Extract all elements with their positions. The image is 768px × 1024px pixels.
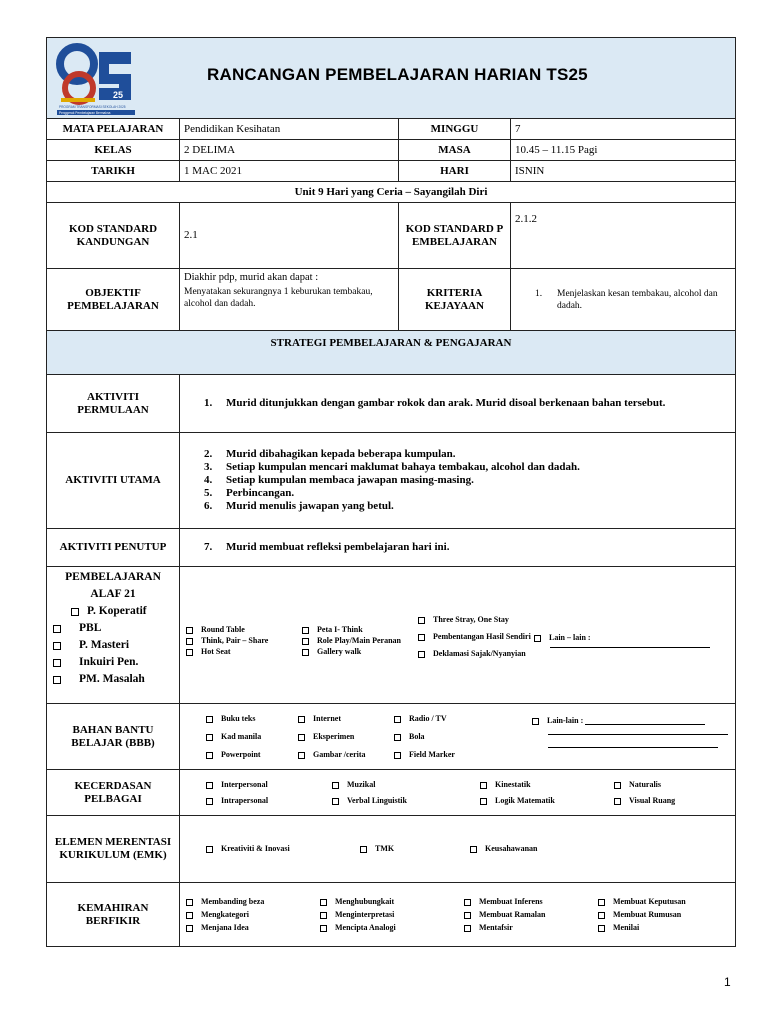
logo-number: 25 — [113, 90, 124, 100]
alaf21-option[interactable] — [418, 614, 534, 625]
objektif-text: Menyatakan sekurangnya 1 keburukan tembakau, alcohol dan dadah. — [184, 287, 373, 309]
kecerdasan-option[interactable] — [332, 777, 480, 793]
checkbox-icon[interactable] — [206, 846, 213, 853]
kemahiran-options — [180, 883, 736, 947]
activity-item — [184, 397, 731, 410]
checkbox-icon[interactable] — [298, 734, 305, 741]
alaf21-option[interactable] — [418, 631, 534, 642]
permulaan-label: AKTIVITI PERMULAAN — [47, 375, 180, 433]
bbb-option-label: Eksperimen — [313, 731, 355, 741]
activity-number: 4. — [204, 474, 213, 486]
kecerdasan-option[interactable] — [206, 777, 332, 793]
alaf21-option-label: Round Table — [201, 624, 245, 634]
alaf21-lain-label: Lain – lain : — [549, 632, 591, 642]
bbb-option[interactable] — [206, 710, 298, 728]
emk-option[interactable] — [206, 841, 360, 857]
checkbox-icon[interactable] — [298, 716, 305, 723]
kecerdasan-option[interactable] — [480, 777, 614, 793]
kemahiran-option[interactable] — [186, 895, 320, 908]
checkbox-icon[interactable] — [394, 734, 401, 741]
bbb-col3 — [394, 710, 532, 764]
activity-number: 3. — [204, 461, 213, 473]
checkbox-icon[interactable] — [614, 782, 621, 789]
checkbox-icon[interactable] — [332, 798, 339, 805]
activity-item — [184, 448, 731, 461]
checkbox-icon[interactable] — [320, 899, 327, 906]
activity-text: Murid ditunjukkan dengan gambar rokok dan arak. Murid disoal berkenaan bahan tersebut. — [226, 397, 666, 409]
alaf21-option-label: PBL — [79, 622, 102, 634]
checkbox-icon[interactable] — [598, 899, 605, 906]
kecerdasan-label: KECERDASAN PELBAGAI — [47, 770, 180, 816]
kriteria-label: KRITERIA KEJAYAAN — [399, 269, 511, 331]
activity-text: Murid menulis jawapan yang betul. — [226, 500, 394, 512]
bbb-lain[interactable] — [532, 712, 752, 730]
checkbox-icon[interactable] — [332, 782, 339, 789]
bbb-option-label: Powerpoint — [221, 749, 261, 759]
checkbox-icon[interactable] — [298, 752, 305, 759]
checkbox-icon[interactable] — [614, 798, 621, 805]
ksp-value: 2.1.2 — [511, 203, 736, 269]
kemahiran-option-label: Membuat Ramalan — [479, 910, 546, 919]
kelas-value: 2 DELIMA — [180, 140, 399, 161]
bbb-lain-line[interactable] — [585, 712, 705, 725]
checkbox-icon[interactable] — [534, 635, 541, 642]
kemahiran-option-label: Mengkategori — [201, 910, 249, 919]
kemahiran-option[interactable] — [320, 921, 464, 934]
lesson-plan-table — [46, 37, 736, 947]
bbb-option-label: Bola — [409, 731, 425, 741]
checkbox-icon[interactable] — [186, 912, 193, 919]
bbb-option-label: Buku teks — [221, 713, 256, 723]
alaf21-option-label: Role Play/Main Peranan — [317, 635, 401, 645]
logo-caption-tagline: Penggerak Pembelajaran Bermakna — [59, 111, 111, 115]
checkbox-icon[interactable] — [53, 625, 61, 633]
bbb-col2 — [298, 710, 394, 764]
checkbox-icon[interactable] — [186, 649, 193, 656]
minggu-label: MINGGU — [399, 119, 511, 140]
alaf21-label-cell — [47, 567, 180, 704]
alaf21-option-label: Peta I- Think — [317, 624, 363, 634]
alaf21-options — [180, 567, 736, 704]
alaf21-option[interactable] — [49, 637, 177, 654]
alaf21-option[interactable] — [49, 603, 177, 620]
alaf21-option-label: P. Koperatif — [87, 605, 147, 617]
masa-value: 10.45 – 11.15 Pagi — [511, 140, 736, 161]
kemahiran-option[interactable] — [464, 921, 598, 934]
bbb-lain-line-2[interactable] — [548, 734, 728, 735]
checkbox-icon[interactable] — [598, 912, 605, 919]
kemahiran-option-label: Menjana Idea — [201, 923, 249, 932]
activity-item — [184, 474, 731, 487]
bbb-option-label: Kad manila — [221, 731, 262, 741]
tarikh-value: 1 MAC 2021 — [180, 161, 399, 182]
checkbox-icon[interactable] — [418, 634, 425, 641]
checkbox-icon[interactable] — [464, 925, 471, 932]
page-title: RANCANGAN PEMBELAJARAN HARIAN TS25 — [207, 65, 588, 84]
alaf21-option-label: Think, Pair – Share — [201, 635, 269, 645]
alaf21-option-label: Hot Seat — [201, 646, 231, 656]
kecerdasan-option[interactable] — [614, 793, 724, 809]
activity-text: Murid membuat refleksi pembelajaran hari ini. — [226, 541, 450, 553]
checkbox-icon[interactable] — [206, 798, 213, 805]
strategi-header: STRATEGI PEMBELAJARAN & PENGAJARAN — [47, 331, 736, 375]
page-number: 1 — [724, 975, 731, 989]
checkbox-icon[interactable] — [532, 718, 539, 725]
objektif-cell — [180, 269, 399, 331]
kemahiran-option-label: Membuat Keputusan — [613, 897, 686, 906]
objektif-label: OBJEKTIF PEMBELAJARAN — [47, 269, 180, 331]
checkbox-icon[interactable] — [360, 846, 367, 853]
alaf21-option[interactable] — [302, 635, 418, 646]
emk-option-label: TMK — [375, 844, 395, 853]
alaf21-option-label: Deklamasi Sajak/Nyanyian — [433, 648, 526, 658]
alaf21-lain[interactable] — [534, 632, 734, 643]
checkbox-icon[interactable] — [302, 649, 309, 656]
hari-value: ISNIN — [511, 161, 736, 182]
checkbox-icon[interactable] — [53, 642, 61, 650]
checkbox-icon[interactable] — [598, 925, 605, 932]
checkbox-icon[interactable] — [394, 716, 401, 723]
minggu-value: 7 — [511, 119, 736, 140]
kemahiran-option-label: Mentafsir — [479, 923, 513, 932]
penutup-label: AKTIVITI PENUTUP — [47, 529, 180, 567]
kemahiran-option-label: Menginterpretasi — [335, 910, 395, 919]
kecerdasan-option[interactable] — [614, 777, 724, 793]
ts25-logo-icon — [55, 42, 137, 116]
kemahiran-option[interactable] — [320, 895, 464, 908]
penutup-activities — [180, 529, 736, 567]
bbb-option[interactable] — [394, 710, 532, 728]
ksk-label: KOD STANDARD KANDUNGAN — [47, 203, 180, 269]
emk-option-label: Kreativiti & Inovasi — [221, 844, 290, 853]
unit-title: Unit 9 Hari yang Ceria – Sayangilah Diri — [47, 182, 736, 203]
activity-number: 7. — [204, 541, 213, 553]
activity-number: 6. — [204, 500, 213, 512]
kemahiran-option-label: Membuat Inferens — [479, 897, 543, 906]
kemahiran-option[interactable] — [598, 895, 728, 908]
kriteria-number: 1. — [535, 288, 543, 299]
bbb-col4 — [532, 710, 752, 764]
mata-pelajaran-value: Pendidikan Kesihatan — [180, 119, 399, 140]
checkbox-icon[interactable] — [206, 752, 213, 759]
permulaan-activities — [180, 375, 736, 433]
kemahiran-option[interactable] — [464, 895, 598, 908]
activity-item — [184, 487, 731, 500]
kemahiran-option-label: Membanding beza — [201, 897, 265, 906]
masa-label: MASA — [399, 140, 511, 161]
activity-text: Murid dibahagikan kepada beberapa kumpulan. — [226, 448, 456, 460]
kecerdasan-options — [180, 770, 736, 816]
bbb-lain-label: Lain-lain : — [547, 715, 584, 725]
checkbox-icon[interactable] — [186, 899, 193, 906]
kemahiran-option[interactable] — [598, 908, 728, 921]
kemahiran-option-label: Menilai — [613, 923, 640, 932]
checkbox-icon[interactable] — [206, 734, 213, 741]
bbb-option-label: Internet — [313, 713, 341, 723]
alaf21-option[interactable] — [49, 620, 177, 637]
bbb-option[interactable] — [206, 728, 298, 746]
kemahiran-option-label: Membuat Rumusan — [613, 910, 682, 919]
alaf21-option-label: P. Masteri — [79, 639, 130, 651]
checkbox-icon[interactable] — [302, 627, 309, 634]
checkbox-icon[interactable] — [464, 912, 471, 919]
activity-item — [184, 541, 731, 554]
kecerdasan-option-label: Verbal Linguistik — [347, 795, 407, 805]
checkbox-icon[interactable] — [320, 925, 327, 932]
alaf21-option[interactable] — [302, 624, 418, 635]
activity-item — [184, 461, 731, 474]
kecerdasan-option-label: Kinestatik — [495, 779, 531, 789]
alaf21-label: PEMBELAJARAN ALAF 21 — [65, 571, 161, 600]
checkbox-icon[interactable] — [418, 651, 425, 658]
kemahiran-option[interactable] — [186, 921, 320, 934]
bbb-option[interactable] — [298, 710, 394, 728]
checkbox-icon[interactable] — [206, 716, 213, 723]
checkbox-icon[interactable] — [53, 676, 61, 684]
kemahiran-option-label: Mencipta Analogi — [335, 923, 396, 932]
checkbox-icon[interactable] — [394, 752, 401, 759]
utama-activities — [180, 433, 736, 529]
checkbox-icon[interactable] — [480, 782, 487, 789]
kecerdasan-option-label: Intrapersonal — [221, 795, 269, 805]
alaf21-option-label: Inkuiri Pen. — [79, 656, 139, 668]
mata-pelajaran-label: MATA PELAJARAN — [47, 119, 180, 140]
checkbox-icon[interactable] — [206, 782, 213, 789]
kriteria-cell — [511, 269, 736, 331]
header-banner — [47, 38, 736, 119]
alaf21-option[interactable] — [418, 648, 534, 659]
bbb-label: BAHAN BANTU BELAJAR (BBB) — [47, 704, 180, 770]
kemahiran-label: KEMAHIRAN BERFIKIR — [47, 883, 180, 947]
alaf21-col1 — [186, 612, 302, 659]
bbb-option[interactable] — [298, 728, 394, 746]
checkbox-icon[interactable] — [302, 638, 309, 645]
bbb-lain-line-3[interactable] — [548, 747, 718, 748]
checkbox-icon[interactable] — [186, 925, 193, 932]
kecerdasan-option-label: Interpersonal — [221, 779, 268, 789]
ksk-value: 2.1 — [180, 203, 399, 269]
activity-text: Setiap kumpulan mencari maklumat bahaya tembakau, alcohol dan dadah. — [226, 461, 580, 473]
checkbox-icon[interactable] — [53, 659, 61, 667]
logo-caption-program: PROGRAM TRANSFORMASI SEKOLAH 2025 — [59, 105, 126, 109]
checkbox-icon[interactable] — [71, 608, 79, 616]
lesson-plan-sheet — [46, 37, 735, 947]
bbb-option-label: Gambar /cerita — [313, 749, 366, 759]
alaf21-option[interactable] — [186, 646, 302, 657]
alaf21-option[interactable] — [186, 635, 302, 646]
kecerdasan-option-label: Visual Ruang — [629, 795, 676, 805]
alaf21-option[interactable] — [49, 671, 177, 688]
bbb-option[interactable] — [298, 746, 394, 764]
utama-label: AKTIVITI UTAMA — [47, 433, 180, 529]
kemahiran-option[interactable] — [464, 908, 598, 921]
checkbox-icon[interactable] — [186, 627, 193, 634]
emk-options — [180, 816, 736, 883]
objektif-intro: Diakhir pdp, murid akan dapat : — [184, 272, 319, 283]
emk-option-label: Keusahawanan — [485, 844, 538, 853]
bbb-option-label: Field Marker — [409, 749, 455, 759]
checkbox-icon[interactable] — [186, 638, 193, 645]
alaf21-option[interactable] — [302, 646, 418, 657]
kemahiran-option-label: Menghubungkait — [335, 897, 395, 906]
alaf21-option-label: PM. Masalah — [79, 673, 145, 685]
alaf21-option-label: Three Stray, One Stay — [433, 614, 509, 624]
kecerdasan-option[interactable] — [332, 793, 480, 809]
kecerdasan-option[interactable] — [480, 793, 614, 809]
kecerdasan-option-label: Logik Matematik — [495, 795, 555, 805]
bbb-option-label: Radio / TV — [409, 713, 447, 723]
bbb-option[interactable] — [394, 746, 532, 764]
alaf21-option[interactable] — [49, 654, 177, 671]
ksp-label: KOD STANDARD PEMBELAJARAN — [399, 203, 511, 269]
alaf21-col2 — [302, 612, 418, 659]
activity-number: 2. — [204, 448, 213, 460]
checkbox-icon[interactable] — [470, 846, 477, 853]
kecerdasan-option-label: Naturalis — [629, 779, 661, 789]
checkbox-icon[interactable] — [418, 617, 425, 624]
kemahiran-option[interactable] — [598, 921, 728, 934]
alaf21-option[interactable] — [186, 624, 302, 635]
tarikh-label: TARIKH — [47, 161, 180, 182]
bbb-col1 — [206, 710, 298, 764]
emk-option[interactable] — [470, 841, 670, 857]
alaf21-lain-line[interactable] — [550, 647, 710, 648]
activity-number: 5. — [204, 487, 213, 499]
checkbox-icon[interactable] — [480, 798, 487, 805]
bbb-option[interactable] — [394, 728, 532, 746]
bbb-options — [180, 704, 736, 770]
activity-item — [184, 500, 731, 513]
activity-text: Setiap kumpulan membaca jawapan masing-masing. — [226, 474, 474, 486]
alaf21-option-label: Pembentangan Hasil Sendiri — [433, 631, 531, 641]
checkbox-icon[interactable] — [464, 899, 471, 906]
emk-option[interactable] — [360, 841, 470, 857]
kemahiran-option[interactable] — [320, 908, 464, 921]
kemahiran-option[interactable] — [186, 908, 320, 921]
checkbox-icon[interactable] — [320, 912, 327, 919]
kelas-label: KELAS — [47, 140, 180, 161]
emk-label: ELEMEN MERENTASI KURIKULUM (EMK) — [47, 816, 180, 883]
activity-number: 1. — [204, 397, 213, 409]
hari-label: HARI — [399, 161, 511, 182]
alaf21-option-label: Gallery walk — [317, 646, 362, 656]
alaf21-col3 — [418, 612, 534, 659]
activity-text: Perbincangan. — [226, 487, 295, 499]
alaf21-col4 — [534, 612, 734, 659]
kriteria-text: Menjelaskan kesan tembakau, alcohol dan dadah. — [557, 288, 718, 311]
kecerdasan-option-label: Muzikal — [347, 779, 376, 789]
kecerdasan-option[interactable] — [206, 793, 332, 809]
bbb-option[interactable] — [206, 746, 298, 764]
